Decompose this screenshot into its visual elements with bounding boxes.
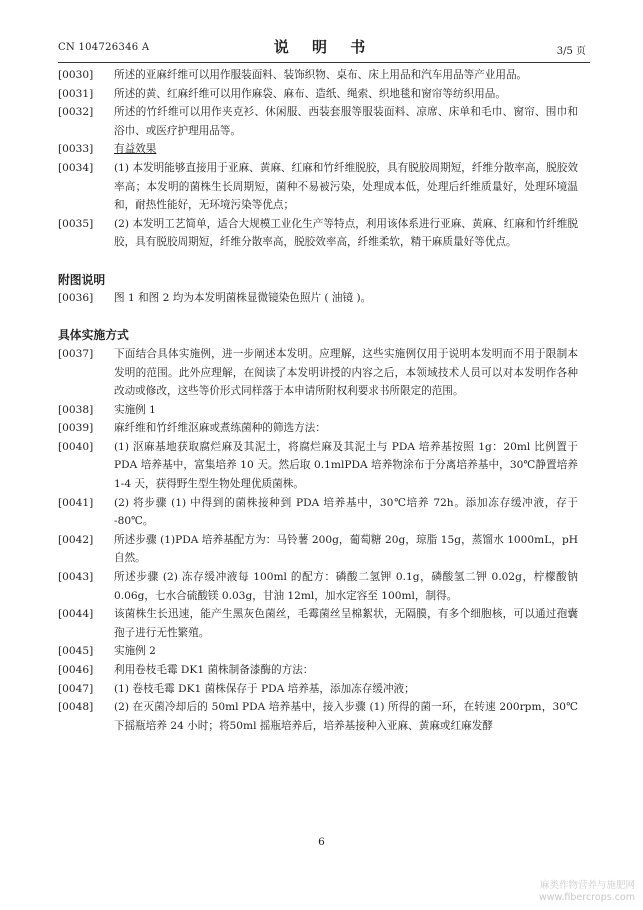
document-title: 说 明 书: [273, 38, 375, 56]
paragraph-0039: [58, 419, 578, 438]
heading-figures: 附图说明: [58, 272, 106, 287]
paragraph-text: 所述步骤 (2) 冻存缓冲液每 100ml 的配方：磷酸二氢钾 0.1g，磷酸氢二钾 0.02g，柠檬酸钠 0.06g，七水合硫酸镁 0.03g，甘油 12ml，加水定容至 100ml，制得。: [114, 571, 578, 602]
paragraph-0036: [58, 289, 578, 308]
document-body: [58, 66, 578, 735]
page-number: 6: [318, 836, 325, 848]
paragraph-number: [0032]: [58, 106, 94, 119]
paragraph-text: (2) 将步骤 (1) 中得到的菌株接种到 PDA 培养基中，30℃培养 72h。添加冻存缓冲液，存于 -80℃。: [114, 496, 578, 528]
paragraph-number: [0045]: [58, 645, 94, 658]
paragraph-number: [0038]: [58, 403, 94, 416]
paragraph-text: 所述的黄、红麻纤维可以用作麻袋、麻布、造纸、绳索、织地毯和窗帘等纺织用品。: [114, 87, 506, 100]
paragraph-0042: [58, 531, 578, 568]
paragraph-0031: [58, 85, 578, 104]
paragraph-0041: [58, 494, 578, 531]
paragraph-text: (1) 卷枝毛霉 DK1 菌株保存于 PDA 培养基，添加冻存缓冲液；: [114, 682, 415, 695]
section-subheading: 有益效果: [114, 143, 157, 156]
paragraph-number: [0044]: [58, 608, 94, 621]
paragraph-0048: [58, 698, 578, 735]
paragraph-text: 该菌株生长迅速，能产生黑灰色菌丝，毛霉菌丝呈棉絮状，无隔膜，有多个细胞核，可以通过孢囊孢子进行无性繁殖。: [114, 608, 578, 639]
paragraph-text: (1) 本发明能够直接用于亚麻、黄麻、红麻和竹纤维脱胶，具有脱胶周期短，纤维分散率高，脱胶效率高；本发明的菌株生长周期短，菌种不易被污染，处理成本低，处理后纤维质量好，处理环境温和，耐热性能好，无环境污染等优点；: [114, 161, 578, 212]
paragraph-number: [0036]: [58, 292, 94, 305]
paragraph-0046: [58, 661, 578, 680]
paragraph-0045: [58, 642, 578, 661]
paragraph-text: 麻纤维和竹纤维沤麻或煮练菌种的筛选方法：: [114, 422, 326, 435]
paragraph-number: [0042]: [58, 533, 94, 546]
paragraph-0038: [58, 401, 578, 420]
paragraph-0037: [58, 345, 578, 401]
paragraph-text: 实施例 1: [114, 403, 156, 416]
paragraph-text: (2) 本发明工艺简单，适合大规模工业化生产等特点，利用该体系进行亚麻、黄麻、红麻和竹纤维脱胶，具有脱胶周期短，纤维分散率高，脱胶效率高，纤维柔软，精干麻质量好等优点。: [114, 217, 578, 249]
paragraph-number: [0033]: [58, 143, 94, 156]
paragraph-0044: [58, 605, 578, 642]
paragraph-0035: [58, 215, 578, 252]
spacer: [58, 308, 578, 327]
paragraph-number: [0041]: [58, 496, 94, 509]
paragraph-number: [0031]: [58, 87, 94, 100]
paragraph-number: [0039]: [58, 422, 94, 435]
paragraph-0033: [58, 140, 578, 159]
paragraph-text: 利用卷枝毛霉 DK1 菌株制备漆酶的方法：: [114, 664, 314, 676]
paragraph-number: [0046]: [58, 664, 94, 676]
watermark: [539, 880, 635, 904]
paragraph-number: [0047]: [58, 682, 94, 695]
paragraph-text: (1) 沤麻基地获取腐烂麻及其泥土，将腐烂麻及其泥土与 PDA 培养基按照 1g：20ml 比例置于 PDA 培养基中，富集培养 10 天。然后取 0.1mlPDA 培养物涂布于分离培养基中，30℃静置培养 1-4 天，获得野生型生物处理优质菌株。: [114, 440, 578, 491]
paragraph-text: (2) 在灭菌冷却后的 50ml PDA 培养基中，接入步骤 (1) 所得的菌一环，在转速 200rpm，30℃下摇瓶培养 24 小时；将50ml 摇瓶培养后，培养基接种入亚麻、黄麻或红麻发酵: [114, 701, 578, 732]
paragraph-number: [0035]: [58, 217, 94, 230]
paragraph-0034: [58, 159, 578, 215]
paragraph-text: 所述的亚麻纤维可以用作服装面料、装饰织物、桌布、床上用品和汽车用品等产业用品。: [114, 69, 528, 81]
page-indicator: 3/5 页: [556, 46, 586, 57]
paragraph-0043: [58, 568, 578, 605]
paragraph-0040: [58, 438, 578, 494]
paragraph-number: [0034]: [58, 161, 94, 174]
watermark-url: www.fibercrops.com: [538, 892, 635, 903]
heading-embodiments: 具体实施方式: [58, 328, 129, 343]
paragraph-number: [0037]: [58, 347, 94, 360]
paragraph-number: [0043]: [58, 571, 94, 584]
spacer: [58, 252, 578, 271]
page-header: [58, 32, 590, 63]
paragraph-text: 下面结合具体实施例，进一步阐述本发明。应理解，这些实施例仅用于说明本发明而不用于限制本发明的范围。此外应理解，在阅读了本发明讲授的内容之后，本领域技术人员可以对本发明作各种改动或修改，这些等价形式同样落于本申请所附权利要求书所限定的范围。: [114, 347, 578, 398]
paragraph-0032: [58, 103, 578, 140]
paragraph-text: 实施例 2: [114, 645, 156, 658]
patent-number: CN 104726346 A: [58, 42, 150, 53]
watermark-site-name: 麻类作物营养与施肥网: [539, 880, 635, 891]
paragraph-text: 图 1 和图 2 均为本发明菌株显微镜染色照片 ( 油镜 )。: [114, 292, 372, 305]
paragraph-text: 所述步骤 (1)PDA 培养基配方为：马铃薯 200g，葡萄糖 20g，琼脂 15g，蒸馏水 1000mL，pH 自然。: [114, 533, 578, 565]
paragraph-text: 所述的竹纤维可以用作夹克衫、休闲服、西装套服等服装面料、凉席、床单和毛巾、窗帘、围巾和浴巾、或医疗护理用品等。: [114, 106, 578, 137]
paragraph-number: [0040]: [58, 440, 94, 453]
paragraph-number: [0030]: [58, 69, 94, 81]
paragraph-number: [0048]: [58, 701, 94, 714]
paragraph-0047: [58, 680, 578, 699]
paragraph-0030: [58, 66, 578, 85]
